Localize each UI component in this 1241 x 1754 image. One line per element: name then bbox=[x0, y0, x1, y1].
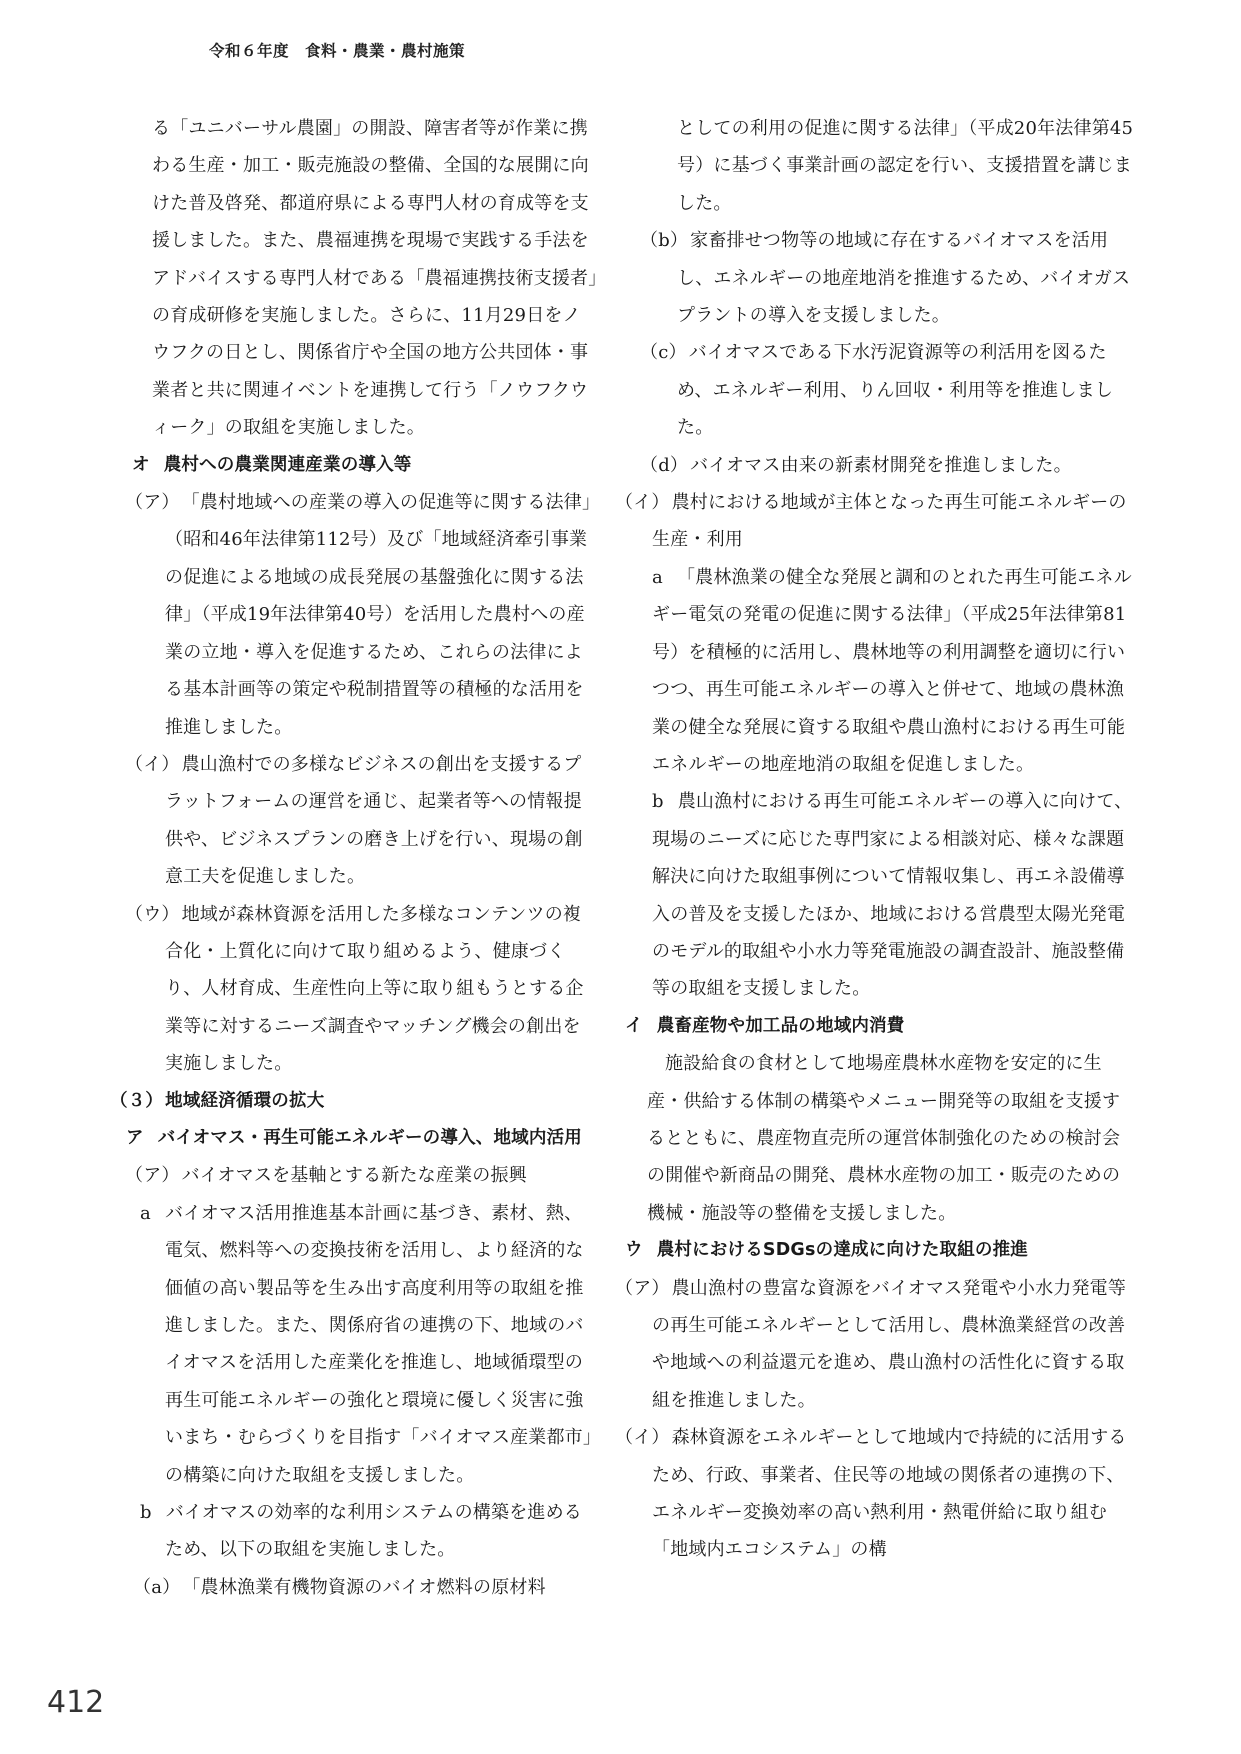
paragraph-text: 施設給食の食材として地場産農林水産物を安定的に生産・供給する体制の構築やメニュー開発等の取組を支援するとともに、農産物直売所の運営体制強化のための検討会の開催や新商品の開発、農林水産物の加工・販売のための機械・施設等の整備を支援しました。 bbox=[647, 1053, 1121, 1224]
page-number: 412 bbox=[47, 1685, 105, 1720]
item-marker: ア bbox=[126, 1127, 144, 1148]
paragraph bbox=[647, 783, 1135, 1007]
item-marker: （ア） bbox=[125, 1165, 180, 1187]
item-marker: （d） bbox=[640, 454, 689, 476]
paragraph bbox=[615, 1419, 1135, 1569]
paragraph-text: バイオマスの効率的な利用システムの構築を進めるため、以下の取組を実施しました。 bbox=[165, 1502, 582, 1561]
paragraph bbox=[110, 1195, 598, 1494]
item-marker: （ウ） bbox=[125, 903, 180, 925]
paragraph-text: る「ユニバーサル農園」の開設、障害者等が作業に携わる生産・加工・販売施設の整備、全国的な展開に向けた普及啓発、都道府県による専門人材の育成等を支援しました。また、農福連携を現場で実践する手法をアドバイスする専門人材である「農福連携技術支援者」の育成研修を実施しました。さらに、11月29日をノウフクの日とし、関係省庁や全国の地方公共団体・事業者と共に関連イベントを連携して行う「ノウフクウィーク」の取組を実施しました。 bbox=[152, 118, 598, 439]
item-marker: オ bbox=[132, 454, 150, 475]
paragraph-text: バイオマスである下水汚泥資源等の利活用を図るため、エネルギー利用、りん回収・利用等を推進しました。 bbox=[677, 342, 1114, 439]
paragraph bbox=[647, 1045, 1135, 1232]
paragraph-text: バイオマスを基軸とする新たな産業の振興 bbox=[181, 1165, 527, 1187]
section-heading bbox=[110, 447, 598, 484]
paragraph-text: 農村における地域が主体となった再生可能エネルギーの生産・利用 bbox=[652, 492, 1127, 551]
paragraph bbox=[647, 110, 1135, 222]
paragraph-text: 農村への農業関連産業の導入等 bbox=[163, 454, 412, 475]
paragraph-text: 「農林漁業有機物資源のバイオ燃料の原材料 bbox=[182, 1576, 546, 1598]
paragraph-text: 家畜排せつ物等の地域に存在するバイオマスを活用し、エネルギーの地産地消を推進するため、バイオガスプラントの導入を支援しました。 bbox=[677, 230, 1131, 327]
item-marker: イ bbox=[625, 1015, 643, 1036]
paragraph bbox=[110, 1569, 598, 1606]
item-marker: b bbox=[652, 791, 664, 813]
item-marker: （イ） bbox=[125, 753, 180, 775]
item-marker: （b） bbox=[640, 230, 689, 252]
item-marker: （c） bbox=[640, 342, 687, 364]
section-heading bbox=[625, 1008, 1135, 1045]
section-heading bbox=[110, 1083, 598, 1120]
running-header: 令和６年度 食料・農業・農村施策 bbox=[209, 42, 466, 60]
paragraph-text: 森林資源をエネルギーとして地域内で持続的に活用するため、行政、事業者、住民等の地域の関係者の連携の下、エネルギー変換効率の高い熱利用・熱電併給に取り組む「地域内エコシステム」の構 bbox=[652, 1427, 1127, 1561]
paragraph-text: 農山漁村の豊富な資源をバイオマス発電や小水力発電等の再生可能エネルギーとして活用し、農林漁業経営の改善や地域への利益還元を進め、農山漁村の活性化に資する取組を推進しました。 bbox=[652, 1277, 1127, 1411]
paragraph bbox=[110, 1157, 598, 1194]
paragraph bbox=[110, 1494, 598, 1569]
item-marker: a bbox=[652, 566, 663, 588]
paragraph-text: としての利用の促進に関する法律」（平成20年法律第45号）に基づく事業計画の認定を行い、支援措置を講じました。 bbox=[677, 118, 1134, 214]
item-marker: b bbox=[140, 1502, 152, 1524]
paragraph-text: バイオマス・再生可能エネルギーの導入、地域内活用 bbox=[157, 1127, 582, 1148]
paragraph bbox=[110, 110, 598, 447]
item-marker: （ア） bbox=[615, 1277, 670, 1299]
paragraph bbox=[615, 484, 1135, 559]
paragraph bbox=[110, 896, 598, 1083]
right-column bbox=[615, 110, 1135, 1569]
paragraph bbox=[647, 559, 1135, 783]
item-marker: （ア） bbox=[125, 492, 180, 514]
item-marker: ウ bbox=[625, 1240, 643, 1261]
section-heading bbox=[625, 1232, 1135, 1269]
item-marker: （a） bbox=[133, 1576, 181, 1598]
paragraph bbox=[110, 746, 598, 896]
paragraph-text: 「農林漁業の健全な発展と調和のとれた再生可能エネルギー電気の発電の促進に関する法律」（平成25年法律第81号）を積極的に活用し、農林地等の利用調整を適切に行いつつ、再生可能エネルギーの導入と併せて、地域の農林漁業の健全な発展に資する取組や農山漁村における再生可能エネルギーの地産地消の取組を促進しました。 bbox=[652, 566, 1132, 775]
paragraph bbox=[640, 447, 1135, 484]
paragraph bbox=[110, 484, 598, 746]
paragraph bbox=[640, 334, 1135, 446]
paragraph-text: 農山漁村における再生可能エネルギーの導入に向けて、現場のニーズに応じた専門家による相談対応、様々な課題解決に向けた取組事例について情報収集し、再エネ設備導入の普及を支援したほか、地域における営農型太陽光発電のモデル的取組や小水力等発電施設の調査設計、施設整備等の取組を支援しました。 bbox=[652, 791, 1133, 1000]
paragraph-text: 農畜産物や加工品の地域内消費 bbox=[656, 1015, 905, 1036]
paragraph-text: バイオマス由来の新素材開発を推進しました。 bbox=[690, 454, 1072, 476]
left-column bbox=[110, 110, 598, 1606]
paragraph-text: バイオマス活用推進基本計画に基づき、素材、熱、電気、燃料等への変換技術を活用し、より経済的な価値の高い製品等を生み出す高度利用等の取組を推進しました。また、関係府省の連携の下、地域のバイオマスを活用した産業化を推進し、地域循環型の再生可能エネルギーの強化と環境に優しく災害に強いまち・むらづくりを目指す「バイオマス産業都市」の構築に向けた取組を支援しました。 bbox=[164, 1202, 593, 1486]
paragraph bbox=[640, 222, 1135, 334]
item-marker: （イ） bbox=[615, 1427, 670, 1449]
paragraph bbox=[615, 1270, 1135, 1420]
paragraph-text: 地域が森林資源を活用した多様なコンテンツの複合化・上質化に向けて取り組めるよう、健康づくり、人材育成、生産性向上等に取り組もうとする企業等に対するニーズ調査やマッチング機会の創出を実施しました。 bbox=[165, 903, 584, 1075]
section-heading bbox=[110, 1120, 598, 1157]
item-marker: （イ） bbox=[615, 492, 670, 514]
item-marker: （３） bbox=[110, 1090, 164, 1111]
paragraph-text: 農村におけるSDGsの達成に向けた取組の推進 bbox=[656, 1240, 1029, 1261]
item-marker: a bbox=[140, 1202, 151, 1224]
paragraph-text: 「農村地域への産業の導入の促進等に関する法律」（昭和46年法律第112号）及び「地域経済牽引事業の促進による地域の成長発展の基盤強化に関する法律」（平成19年法律第40号）を活用した農村への産業の立地・導入を促進するため、これらの法律による基本計画等の策定や税制措置等の積極的な活用を推進しました。 bbox=[165, 492, 592, 738]
paragraph-text: 地域経済循環の拡大 bbox=[165, 1090, 325, 1111]
paragraph-text: 農山漁村での多様なビジネスの創出を支援するプラットフォームの運営を通じ、起業者等への情報提供や、ビジネスプランの磨き上げを行い、現場の創意工夫を促進しました。 bbox=[165, 753, 583, 888]
